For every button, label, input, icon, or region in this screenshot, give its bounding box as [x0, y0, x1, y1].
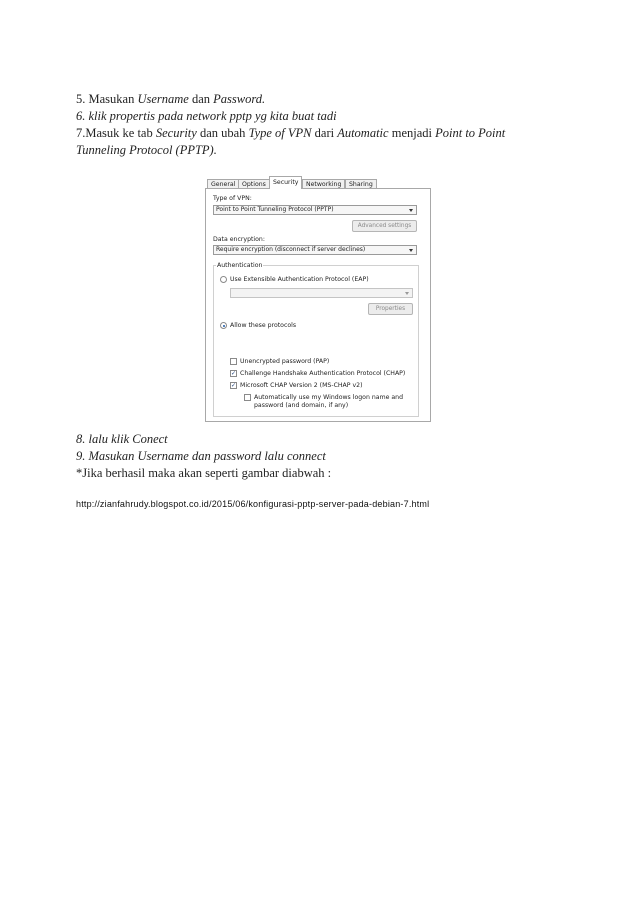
advanced-settings-button[interactable]: Advanced settings	[352, 220, 417, 232]
security-panel	[205, 188, 431, 422]
chap-checkbox[interactable]: ✓	[231, 370, 237, 377]
vpn-properties-screenshot	[205, 174, 431, 422]
tab-networking[interactable]: Networking	[302, 179, 345, 188]
step-7-security: Security	[155, 126, 197, 140]
pap-label: Unencrypted password (PAP)	[240, 358, 330, 365]
step-7-text-c: dan ubah	[196, 126, 249, 140]
tab-bar	[205, 176, 431, 188]
step-7-continued: Tunneling Protocol (PPTP).	[76, 143, 217, 157]
mschap-checkbox[interactable]: ✓	[231, 382, 237, 389]
step-9: 9. Masukan Username dan password lalu connect	[76, 449, 326, 463]
data-encryption-label: Data encryption:	[213, 236, 265, 243]
tab-options[interactable]: Options	[238, 179, 270, 188]
chevron-down-icon	[405, 292, 409, 295]
chap-label: Challenge Handshake Authentication Protocol (CHAP)	[240, 370, 406, 377]
authentication-label: Authentication	[217, 262, 263, 269]
auto-logon-label-1: Automatically use my Windows logon name and	[254, 394, 404, 401]
tab-general[interactable]: General	[207, 179, 239, 188]
step-7	[76, 125, 505, 142]
step-7-point-to-point: Point to Point	[435, 126, 506, 140]
chevron-down-icon	[409, 249, 413, 252]
step-7-text-a: 7.Masuk ke tab	[76, 126, 156, 140]
auto-logon-checkbox[interactable]	[244, 394, 251, 401]
step-7-text-g: menjadi	[388, 126, 436, 140]
allow-protocols-label: Allow these protocols	[230, 322, 297, 329]
eap-option-label: Use Extensible Authentication Protocol (EAP)	[230, 276, 369, 283]
step-7-automatic: Automatic	[337, 126, 389, 140]
auto-logon-label-2: password (and domain, if any)	[254, 402, 349, 409]
step-6: 6. klik propertis pada network pptp yg kita buat tadi	[76, 109, 337, 123]
eap-select[interactable]	[230, 288, 413, 298]
data-encryption-select[interactable]	[213, 245, 417, 255]
success-note: *Jika berhasil maka akan seperti gambar diabwah :	[76, 466, 332, 480]
step-7-text-e: dari	[311, 126, 338, 140]
eap-radio[interactable]	[220, 276, 227, 283]
data-encryption-value: Require encryption (disconnect if server declines)	[216, 246, 366, 253]
step-8: 8. lalu klik Conect	[76, 432, 168, 446]
step-5-text: 5. Masukan	[76, 92, 138, 106]
step-5-dan: dan	[188, 92, 214, 106]
step-5-username: Username	[137, 92, 189, 106]
type-of-vpn-select[interactable]	[213, 205, 417, 215]
source-url[interactable]: http://zianfahrudy.blogspot.co.id/2015/06/konfigurasi-pptp-server-pada-debian-7.html	[76, 499, 430, 509]
properties-button[interactable]: Properties	[368, 303, 413, 315]
step-5	[76, 91, 265, 108]
allow-protocols-radio[interactable]	[220, 322, 227, 329]
pap-checkbox[interactable]	[230, 358, 237, 365]
chevron-down-icon	[409, 209, 413, 212]
step-5-password: Password.	[213, 92, 266, 106]
type-of-vpn-label: Type of VPN:	[213, 195, 252, 202]
tab-sharing[interactable]: Sharing	[345, 179, 377, 188]
tab-security[interactable]: Security	[269, 176, 302, 189]
step-7-type-of-vpn: Type of VPN	[248, 126, 312, 140]
type-of-vpn-value: Point to Point Tunneling Protocol (PPTP)	[216, 206, 334, 213]
mschap-label: Microsoft CHAP Version 2 (MS-CHAP v2)	[240, 382, 363, 389]
